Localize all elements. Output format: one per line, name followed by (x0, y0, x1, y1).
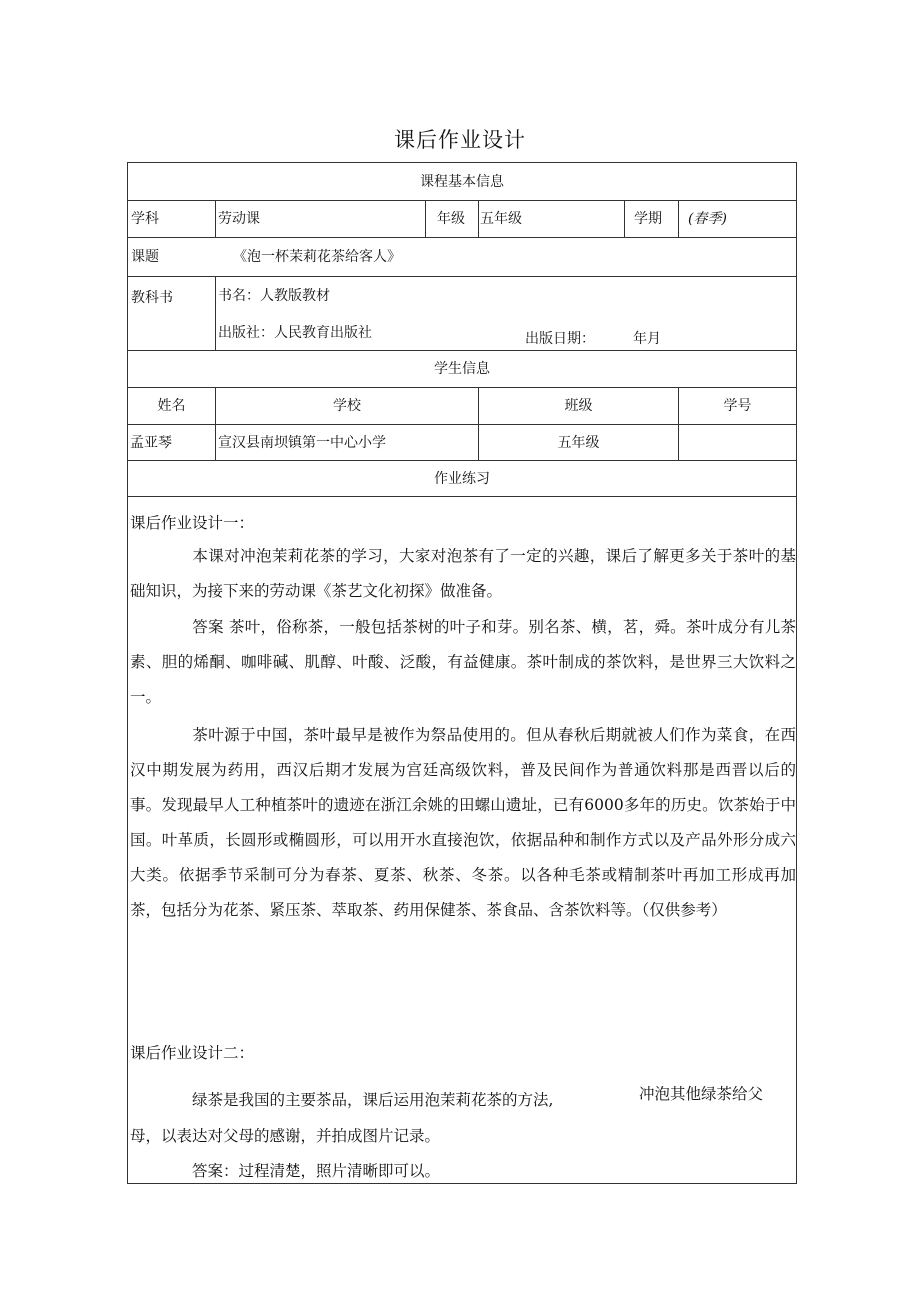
design1-paragraph-1-text: 本课对冲泡茉莉花茶的学习，大家对泡茶有了一定的兴趣，课后了解更多关于茶叶的基础知识，为接下来的劳动课《茶艺文化初探》做准备。 (130, 547, 796, 600)
subject-label: 学科 (131, 211, 159, 227)
rule (678, 200, 679, 237)
design1-paragraph-3 (130, 718, 796, 928)
term-label: 学期 (634, 211, 662, 227)
homework-header: 作业练习 (434, 471, 490, 487)
rule (478, 200, 479, 237)
design2-answer-text: 答案：过程清楚，照片清晰即可以。 (192, 1162, 441, 1180)
topic-label: 课题 (131, 249, 159, 265)
col-name: 姓名 (157, 398, 186, 414)
rule (128, 350, 796, 351)
book-name: 书名：人教版教材 (218, 288, 330, 304)
rule (128, 496, 796, 497)
rule (128, 276, 796, 277)
pub-date-value: 年月 (633, 331, 661, 347)
student-class: 五年级 (557, 435, 600, 451)
publisher: 出版社：人民教育出版社 (218, 325, 372, 341)
pub-date-label: 出版日期： (525, 331, 595, 347)
rule (215, 276, 216, 350)
design2-paragraph-1c: 母，以表达对父母的感谢，并拍成图片记录。 (130, 1127, 441, 1145)
col-class: 班级 (564, 398, 593, 414)
topic-value: 《泡一杯茉莉花茶给客人》 (233, 249, 401, 265)
homework-design-table (127, 162, 797, 1184)
rule (128, 460, 796, 461)
subject-value: 劳动课 (218, 211, 260, 227)
design1-paragraph-1 (130, 539, 796, 609)
course-info-header: 课程基本信息 (420, 174, 504, 190)
rule (215, 200, 216, 237)
design2-title: 课后作业设计二： (130, 1044, 255, 1062)
design2-answer (130, 1154, 796, 1189)
rule (128, 200, 796, 201)
design1-paragraph-3-text: 茶叶源于中国，茶叶最早是被作为祭品使用的。但从春秋后期就被人们作为菜食，在西汉中期发展为药用，西汉后期才发展为宫廷高级饮料，普及民间作为普通饮料那是西晋以后的事。发现最早人工种植茶叶的遗迹在浙江余姚的田螺山遗址，已有6000多年的历史。饮茶始于中国。叶革质，长圆形或椭圆形，可以用开水直接泡饮，依据品种和制作方式以及产品外形分成六大类。依据季节采制可分为春茶、夏茶、秋茶、冬茶。以各种毛茶或精制茶叶再加工形成再加茶，包括分为花茶、紧压茶、萃取茶、药用保健茶、茶食品、含茶饮料等。（仅供参考） (130, 726, 796, 919)
grade-label: 年级 (437, 211, 465, 227)
student-info-header: 学生信息 (434, 361, 490, 377)
grade-value: 五年级 (480, 211, 522, 227)
doc-title: 课后作业设计 (394, 128, 526, 152)
design2-paragraph-1b: 冲泡其他绿茶给父 (639, 1085, 764, 1103)
design2-paragraph-1a-text: 绿茶是我国的主要茶品，课后运用泡茉莉花茶的方法, (192, 1091, 554, 1109)
design1-paragraph-2-text: 答案 茶叶，俗称茶，一般包括茶树的叶子和芽。别名茶、横，茗，舜。茶叶成分有儿茶素、胆的烯酮、咖啡碱、肌醇、叶酸、泛酸，有益健康。茶叶制成的茶饮料，是世界三大饮料之一。 (130, 618, 796, 706)
design1-title: 课后作业设计一： (130, 514, 255, 532)
term-value: (春季) (688, 211, 727, 227)
col-student-id: 学号 (723, 398, 752, 414)
student-name: 孟亚琴 (130, 435, 172, 451)
rule (425, 200, 426, 237)
rule (128, 237, 796, 238)
textbook-label: 教科书 (131, 290, 173, 306)
col-school: 学校 (333, 398, 361, 414)
rule (624, 200, 625, 237)
rule (128, 387, 796, 388)
student-school: 宣汉县南坝镇第一中心小学 (218, 435, 386, 451)
design1-paragraph-2 (130, 610, 796, 715)
rule (128, 424, 796, 425)
